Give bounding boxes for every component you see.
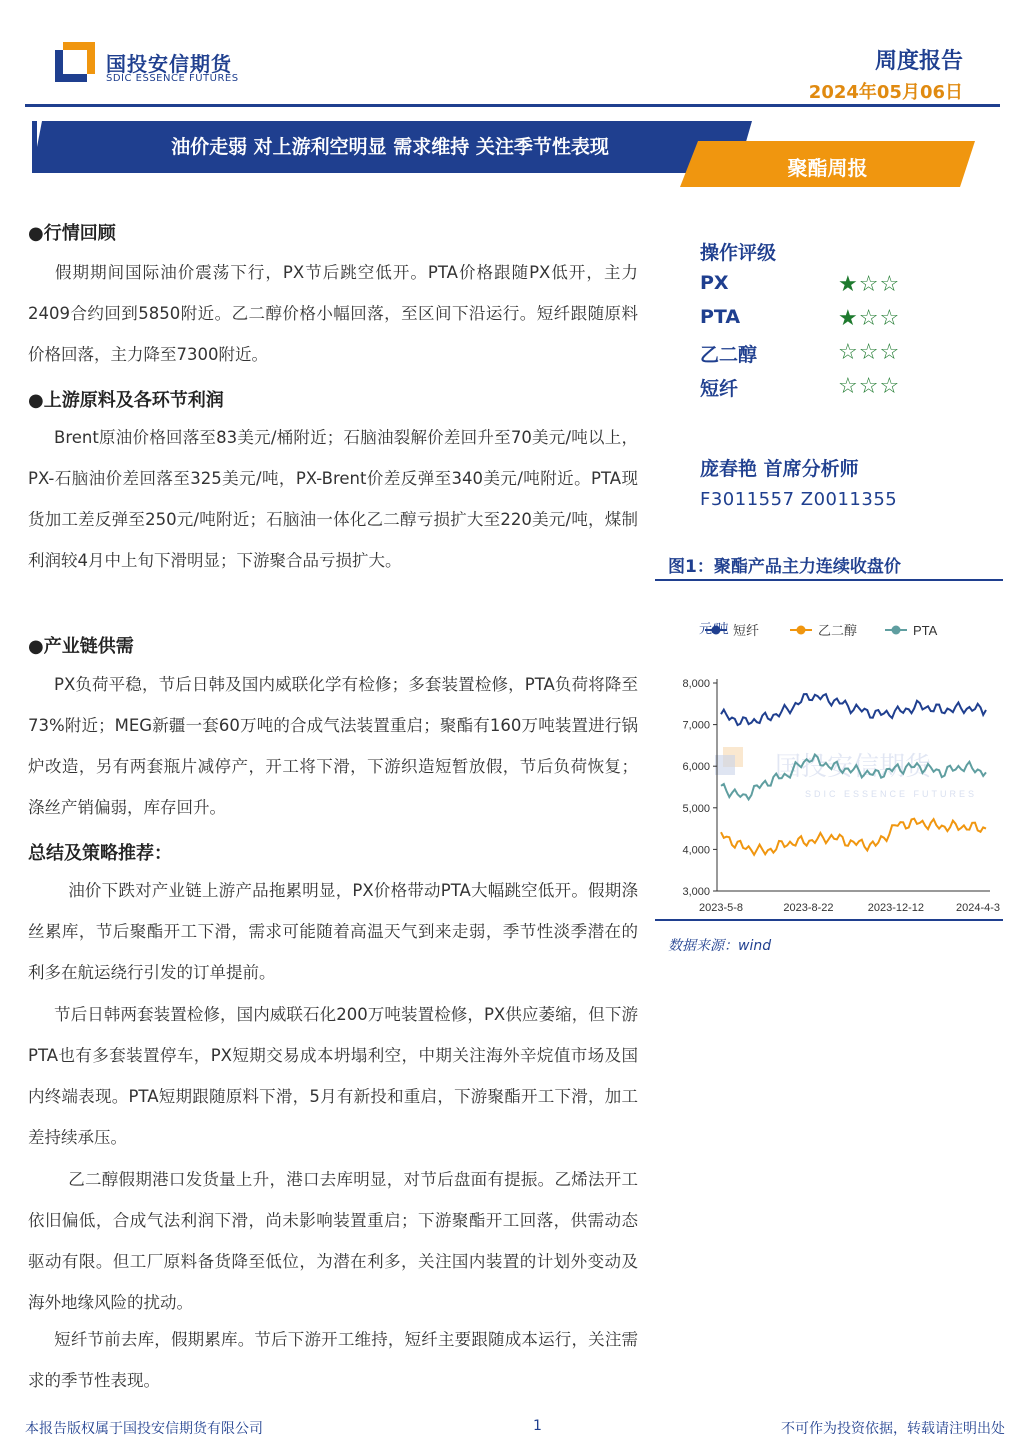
rating-row-meg	[700, 340, 910, 370]
series-line-0	[721, 694, 986, 725]
section-heading-upstream-profit: ●上游原料及各环节利润	[28, 390, 224, 411]
company-logo-subtext: SDIC ESSENCE FUTURES	[106, 73, 239, 84]
x-tick-label: 2023-12-12	[867, 902, 925, 914]
figure-bottom-rule	[655, 919, 1003, 921]
legend-marker	[797, 626, 806, 635]
rating-stars: ★☆☆	[838, 306, 901, 331]
price-line-chart	[655, 585, 1003, 917]
rating-row-pta	[700, 306, 910, 336]
watermark-subtext: SDIC ESSENCE FUTURES	[805, 789, 978, 799]
analyst-name: 庞春艳 首席分析师	[700, 458, 859, 480]
series-line-1	[721, 819, 986, 855]
y-tick-label: 3,000	[682, 886, 710, 898]
watermark-text: 国投安信期货	[775, 751, 932, 781]
rating-label: PTA	[700, 306, 741, 328]
paragraph-upstream-profit: Brent原油价格回落至83美元/桶附近；石脑油裂解价差回升至70美元/吨以上，PX-石脑油价差回落至325美元/吨，PX-Brent价差反弹至340美元/吨附近。PTA现货加工差反弹至250元/吨附近；石脑油一体化乙二醇亏损扩大至220美元/吨，煤制利润较4月中上旬下滑明显；下游聚合品亏损扩大。	[28, 428, 638, 570]
y-tick-label: 7,000	[682, 719, 710, 732]
legend-marker	[892, 626, 901, 635]
paragraph-strategy-4: 短纤节前去库，假期累库。节后下游开工维持，短纤主要跟随成本运行，关注需求的季节性表现。	[28, 1330, 638, 1390]
legend-item	[885, 623, 938, 638]
page-number: 1	[533, 1418, 542, 1434]
report-category: 聚酯周报	[787, 156, 868, 180]
rating-stars: ☆☆☆	[838, 340, 901, 365]
rating-row-psf	[700, 374, 910, 404]
figure-top-rule	[655, 579, 1003, 581]
y-tick-label: 6,000	[682, 761, 710, 774]
y-axis-label: 元/吨	[699, 621, 729, 636]
watermark	[715, 747, 977, 799]
legend-label: 乙二醇	[818, 623, 858, 638]
company-logo-text: 国投安信期货	[106, 52, 232, 76]
legend-label: PTA	[913, 623, 938, 638]
report-title: 油价走弱 对上游利空明显 需求维持 关注季节性表现	[171, 136, 609, 158]
rating-label: 短纤	[700, 378, 739, 400]
paragraph-strategy-1: 油价下跌对产业链上游产品拖累明显，PX价格带动PTA大幅跳空低开。假期涤丝累库，节后聚酯开工下滑，需求可能随着高温天气到来走弱，季节性淡季潜在的利多在航运绕行引发的订单提前。	[28, 881, 638, 982]
company-logo-mark	[55, 42, 95, 82]
paragraph-strategy-3: 乙二醇假期港口发货量上升，港口去库明显，对节后盘面有提振。乙烯法开工依旧偏低，合成气法利润下滑，尚未影响装置重启；下游聚酯开工回落，供需动态驱动有限。但工厂原料备货降至低位，为潜在利多，关注国内装置的计划外变动及海外地缘风险的扰动。	[28, 1170, 638, 1312]
section-heading-strategy: 总结及策略推荐：	[28, 843, 172, 864]
data-source: 数据来源：wind	[668, 938, 772, 954]
y-tick-label: 8,000	[682, 678, 710, 690]
paragraph-supply-demand: PX负荷平稳，节后日韩及国内威联化学有检修；多套装置检修，PTA负荷将降至73%附近；MEG新疆一套60万吨的合成气法装置重启；聚酯有160万吨装置进行锅炉改造，另有两套瓶片减停产，开工将下滑，下游织造短暂放假，节后负荷恢复；涤丝产销偏弱，库存回升。	[28, 675, 638, 817]
legend-item	[790, 623, 857, 638]
paragraph-strategy-2: 节后日韩两套装置检修，国内威联石化200万吨装置检修，PX供应萎缩，但下游PTA也有多套装置停车，PX短期交易成本坍塌利空，中期关注海外辛烷值市场及国内终端表现。PTA短期跟随原料下滑，5月有新投和重启，下游聚酯开工下滑，加工差持续承压。	[28, 1005, 638, 1147]
paragraph-market-review: 假期期间国际油价震荡下行，PX节后跳空低开。PTA价格跟随PX低开，主力2409合约回到5850附近。乙二醇价格小幅回落，至区间下沿运行。短纤跟随原料价格回落，主力降至7300附近。	[28, 263, 638, 364]
rating-row-px	[700, 272, 910, 302]
rating-title: 操作评级	[700, 242, 777, 264]
rating-label: PX	[700, 272, 729, 294]
footer-copyright: 本报告版权属于国投安信期货有限公司	[25, 1421, 263, 1437]
x-tick-label: 2023-5-8	[698, 902, 744, 914]
rating-stars: ★☆☆	[838, 272, 901, 297]
x-tick-label: 2024-4-3	[956, 902, 1001, 914]
y-tick-label: 4,000	[682, 844, 710, 857]
report-date: 2024年05月06日	[808, 82, 963, 103]
y-tick-label: 5,000	[682, 802, 710, 815]
section-heading-supply-demand: ●产业链供需	[28, 636, 134, 657]
figure-title: 图1：聚酯产品主力连续收盘价	[668, 557, 901, 577]
header-divider	[25, 104, 1000, 107]
rating-stars: ☆☆☆	[838, 374, 901, 399]
footer-disclaimer: 不可作为投资依据，转载请注明出处	[781, 1421, 1005, 1437]
report-type: 周度报告	[874, 49, 963, 74]
rating-label: 乙二醇	[700, 344, 758, 366]
legend-label: 短纤	[733, 623, 760, 638]
section-heading-market-review: ●行情回顾	[28, 223, 116, 244]
analyst-license-ids: F3011557 Z0011355	[700, 489, 898, 510]
x-tick-label: 2023-8-22	[783, 902, 834, 914]
